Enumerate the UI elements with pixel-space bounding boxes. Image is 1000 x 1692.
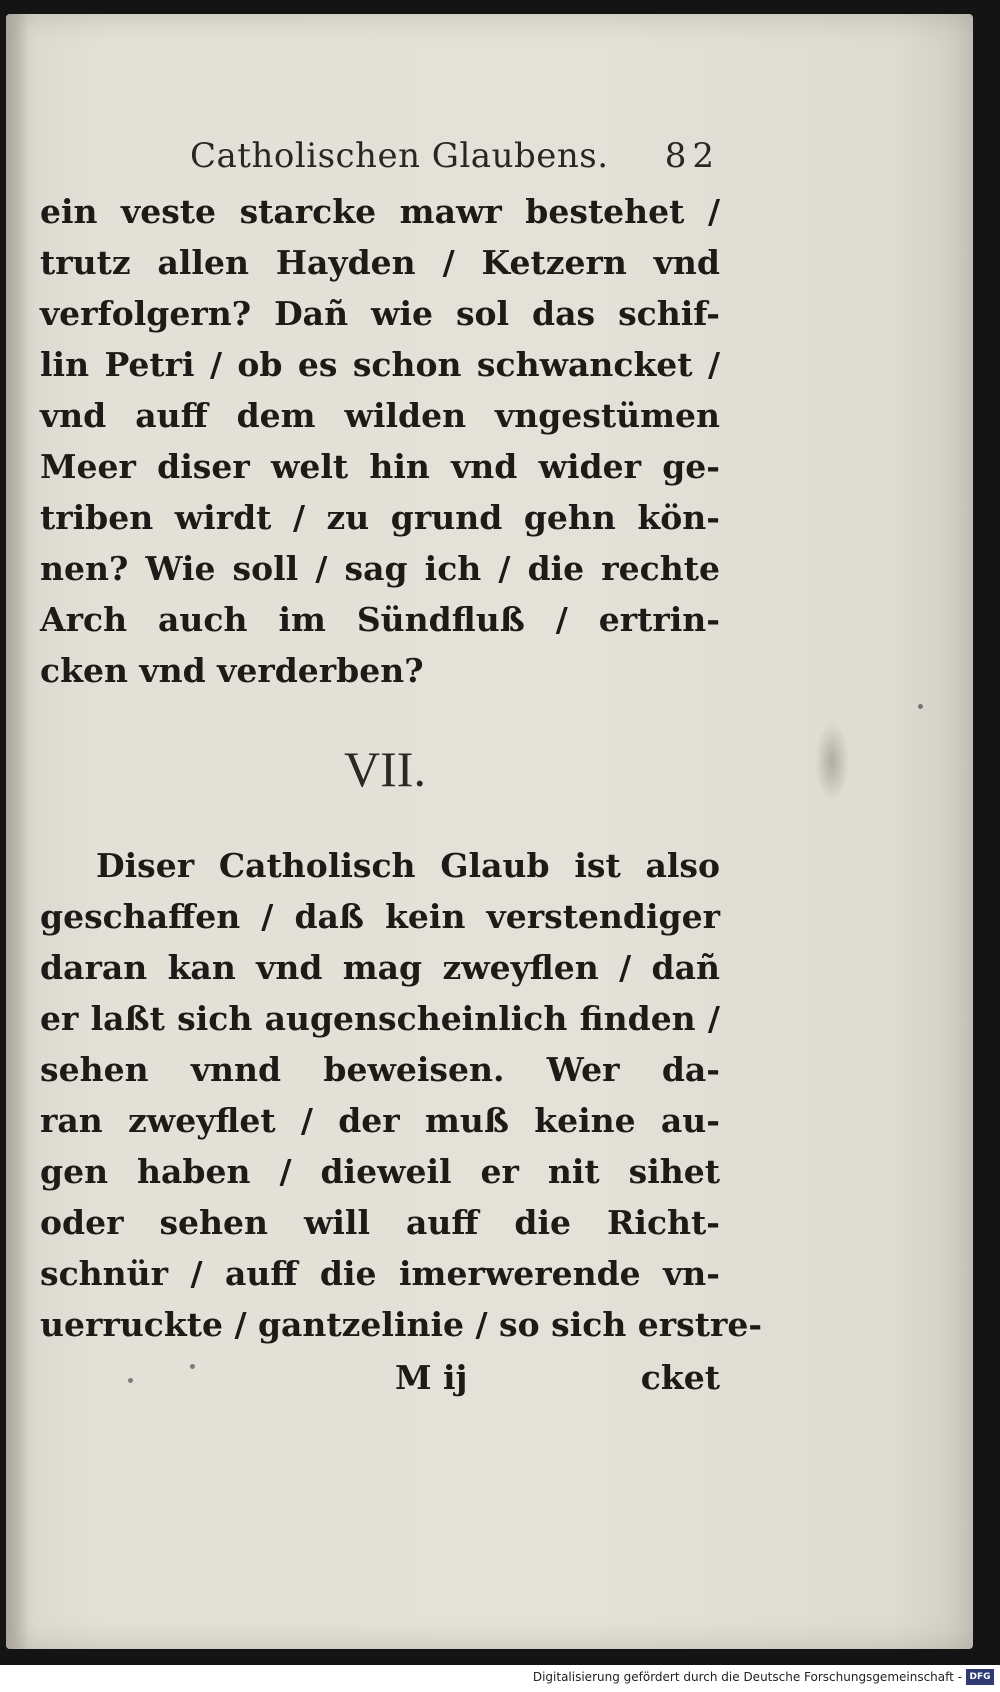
section-heading: VII. (344, 741, 426, 797)
text-line: gen haben / dieweil er nit sihet (40, 1152, 720, 1191)
page-number: 82 (664, 136, 720, 176)
paper-speck (918, 704, 923, 709)
page-header (190, 136, 720, 186)
text-line: lin Petri / ob es schon schwancket / (40, 345, 720, 384)
text-line: trutz allen Hayden / Ketzern vnd (40, 243, 720, 282)
paper-stain (815, 722, 849, 802)
dfg-logo: DFG (966, 1669, 994, 1685)
text-line: ran zweyflet / der muß keine au- (40, 1101, 720, 1140)
text-line: sehen vnnd beweisen. Wer da- (40, 1050, 720, 1089)
text-line: oder sehen will auff die Richt- (40, 1203, 720, 1242)
paragraph-2 (40, 840, 763, 1350)
catchline (60, 1358, 720, 1408)
text-line: schnür / auff die imerwerende vn- (40, 1254, 720, 1293)
page-gutter (6, 14, 28, 1649)
text-line: daran kan vnd mag zweyflen / dañ (40, 948, 720, 987)
footer-credit: Digitalisierung gefördert durch die Deutsche Forschungsgemeinschaft - (532, 1670, 962, 1684)
text-line: verfolgern? Dañ wie sol das schif- (40, 294, 720, 333)
text-line: uerruckte / gantzelinie / so sich erstre- (40, 1305, 763, 1344)
text-line: geschaffen / daß kein verstendiger (40, 897, 720, 936)
text-line: Meer diser welt hin vnd wider ge- (40, 447, 720, 486)
text-line: Arch auch im Sündfluß / ertrin- (40, 600, 720, 639)
text-line: nen? Wie soll / sag ich / die rechte (40, 549, 720, 588)
text-line: cken vnd verderben? (40, 651, 424, 690)
signature-mark: M ij (395, 1358, 468, 1397)
digitization-footer (0, 1665, 1000, 1692)
text-line: ein veste starcke mawr bestehet / (40, 192, 720, 231)
text-line: triben wirdt / zu grund gehn kön- (40, 498, 720, 537)
text-line: er laßt sich augenscheinlich finden / (40, 999, 720, 1038)
running-title: Catholischen Glaubens. (190, 136, 609, 176)
paragraph-1 (40, 186, 720, 696)
text-line: vnd auff dem wilden vngestümen (40, 396, 720, 435)
text-line: Diser Catholisch Glaub ist also (96, 846, 720, 885)
catchword: cket (640, 1358, 720, 1397)
